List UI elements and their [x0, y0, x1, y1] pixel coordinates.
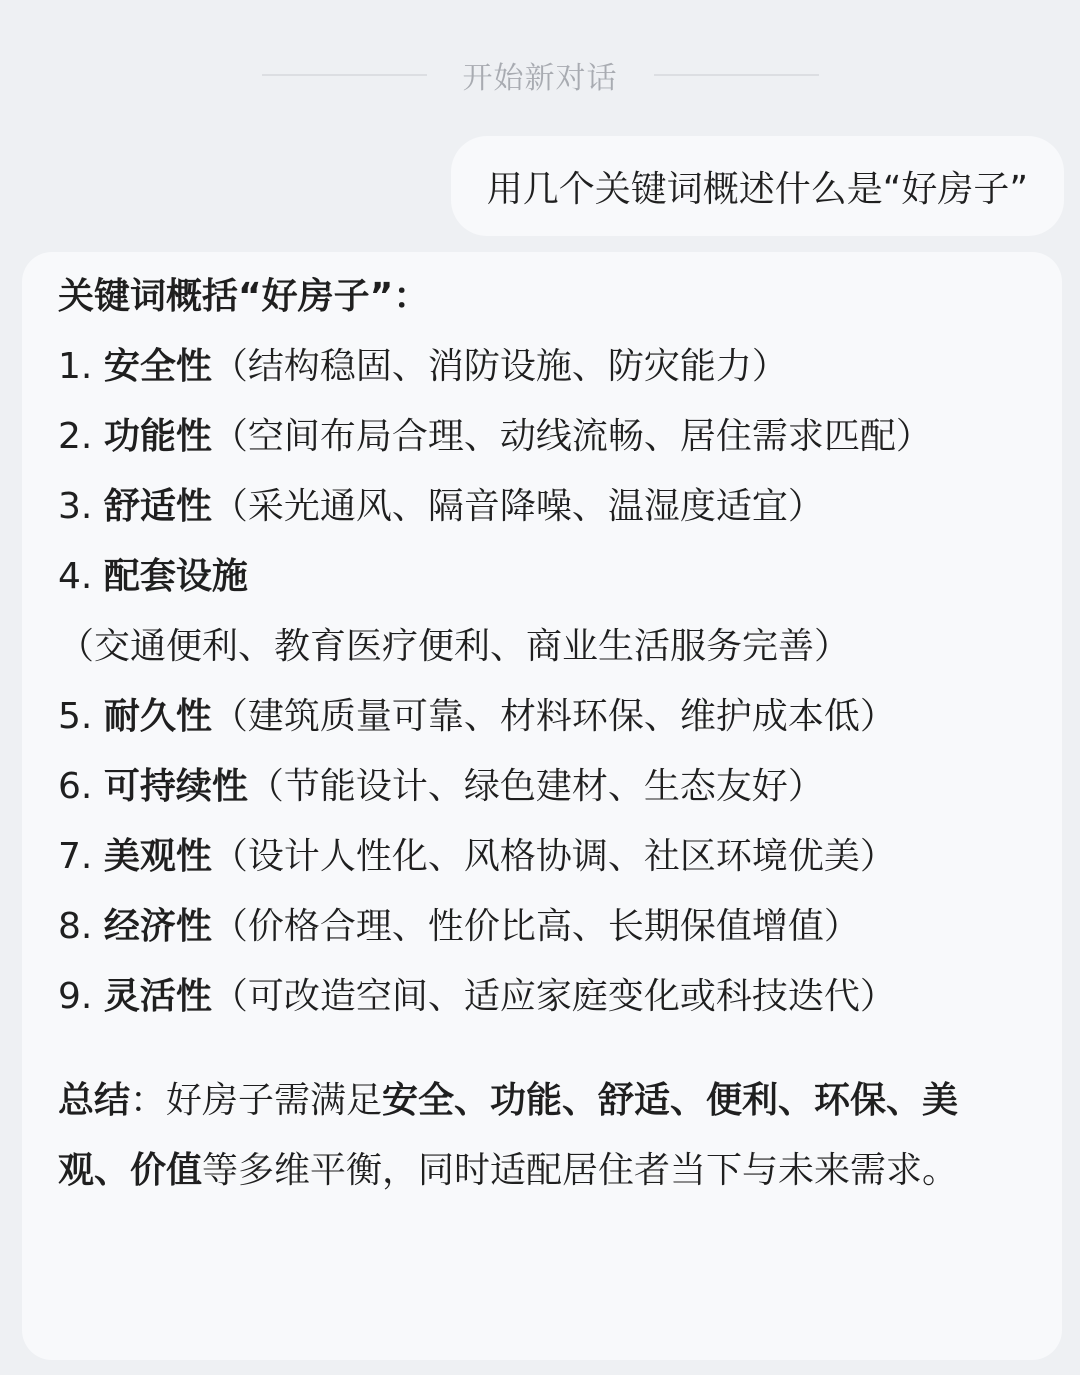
list-item-description: （建筑质量可靠、材料环保、维护成本低）	[211, 696, 896, 737]
summary-text-end: 等多维平衡，同时适配居住者当下与未来需求。	[202, 1150, 959, 1191]
list-item-keyword: 配套设施	[103, 556, 248, 597]
list-item	[58, 962, 1030, 1032]
list-item-description: （交通便利、教育医疗便利、商业生活服务完善）	[58, 626, 851, 667]
list-item	[58, 822, 1030, 892]
list-item	[58, 542, 1030, 682]
list-item-number: 7.	[58, 836, 93, 877]
summary-label: 总结	[58, 1080, 131, 1121]
list-item	[58, 332, 1030, 402]
keyword-list	[58, 332, 1030, 1032]
summary-colon: ：	[130, 1080, 167, 1121]
list-item-number: 9.	[58, 976, 93, 1017]
list-item-keyword: 美观性	[103, 836, 212, 877]
list-item	[58, 402, 1030, 472]
list-item	[58, 892, 1030, 962]
list-item-description: （空间布局合理、动线流畅、居住需求匹配）	[211, 416, 932, 457]
list-item-number: 5.	[58, 696, 93, 737]
list-item-description: （采光通风、隔音降噪、温湿度适宜）	[211, 486, 824, 527]
list-item	[58, 472, 1030, 542]
summary-keywords: 安全、功能、舒适、便利、环保、美观、价值	[58, 1080, 959, 1191]
list-item-number: 6.	[58, 766, 93, 807]
user-message-bubble[interactable]	[451, 136, 1064, 236]
list-item-number: 3.	[58, 486, 93, 527]
list-item	[58, 752, 1030, 822]
list-item-description: （可改造空间、适应家庭变化或科技迭代）	[211, 976, 896, 1017]
response-title: 关键词概括“好房子”：	[58, 276, 430, 317]
list-item-keyword: 舒适性	[103, 486, 212, 527]
list-item-number: 2.	[58, 416, 93, 457]
summary-text-start: 好房子需满足	[166, 1080, 383, 1121]
list-item-keyword: 安全性	[103, 346, 212, 387]
list-item-keyword: 灵活性	[103, 976, 212, 1017]
divider-line-right	[654, 74, 819, 76]
list-item-description: （结构稳固、消防设施、防灾能力）	[211, 346, 788, 387]
user-message-text: 用几个关键词概述什么是“好房子”	[486, 168, 1028, 210]
list-item-number: 8.	[58, 906, 93, 947]
divider-line-left	[262, 74, 427, 76]
list-item	[58, 682, 1030, 752]
list-item-description: （价格合理、性价比高、长期保值增值）	[211, 906, 860, 947]
new-conversation-label: 开始新对话	[462, 61, 618, 96]
summary-paragraph	[58, 1066, 1030, 1206]
list-item-number: 1.	[58, 346, 93, 387]
list-item-keyword: 可持续性	[103, 766, 248, 807]
list-item-number: 4.	[58, 556, 93, 597]
list-item-keyword: 耐久性	[103, 696, 212, 737]
list-item-keyword: 功能性	[103, 416, 212, 457]
list-item-description: （节能设计、绿色建材、生态友好）	[247, 766, 824, 807]
ai-response-card	[22, 252, 1062, 1360]
list-item-description: （设计人性化、风格协调、社区环境优美）	[211, 836, 896, 877]
new-conversation-divider	[0, 48, 1080, 102]
list-item-keyword: 经济性	[103, 906, 212, 947]
